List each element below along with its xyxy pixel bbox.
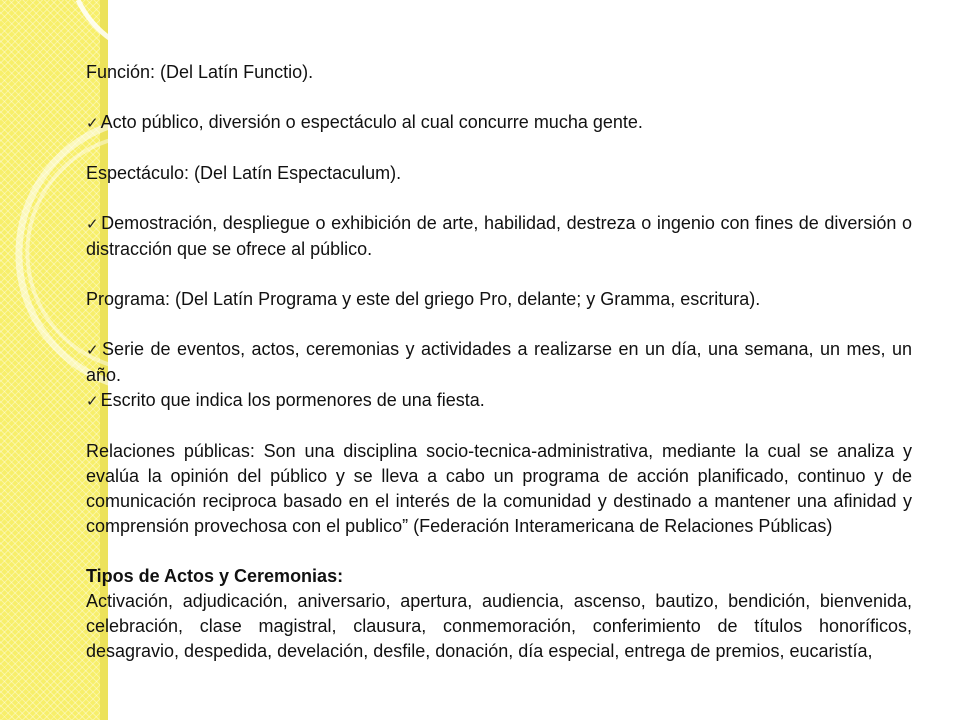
decorative-arc-large	[78, 0, 112, 40]
text-content	[86, 60, 912, 664]
bullet-item	[86, 388, 912, 414]
checkmark-icon: ✓	[86, 342, 101, 359]
paragraph-gap	[86, 539, 912, 564]
bullet-item	[86, 110, 912, 136]
bullet-text: Acto público, diversión o espectáculo al cual concurre mucha gente.	[100, 112, 643, 132]
paragraph: Programa: (Del Latín Programa y este del griego Pro, delante; y Gramma, escritura).	[86, 289, 761, 309]
bullet-text: Demostración, despliegue o exhibición de arte, habilidad, destreza o ingenio con fines de diversión o distracción que se ofrece al público.	[86, 213, 912, 259]
paragraph: Función: (Del Latín Functio).	[86, 62, 314, 82]
bullet-item	[86, 337, 912, 388]
paragraph: Espectáculo: (Del Latín Espectaculum).	[86, 163, 402, 183]
paragraph-gap	[86, 414, 912, 439]
paragraph: Activación, adjudicación, aniversario, apertura, audiencia, ascenso, bautizo, bendición, bienvenida, celebración, clase magistral, clausura, conmemoración, conferimiento de títulos honoríficos, desagravio, despedida, develación, desfile, donación, día especial, entrega de premios, eucaristía,	[86, 591, 912, 661]
bullet-text: Escrito que indica los pormenores de una fiesta.	[100, 390, 485, 410]
paragraph-gap	[86, 312, 912, 337]
checkmark-icon: ✓	[86, 115, 99, 132]
paragraph-gap	[86, 262, 912, 287]
paragraph-gap	[86, 136, 912, 161]
checkmark-icon: ✓	[86, 216, 100, 233]
paragraph-gap	[86, 85, 912, 110]
checkmark-icon: ✓	[86, 393, 99, 410]
bullet-text: Serie de eventos, actos, ceremonias y actividades a realizarse en un día, una semana, un mes, un año.	[86, 339, 912, 385]
section-heading: Tipos de Actos y Ceremonias:	[86, 566, 344, 586]
bullet-item	[86, 211, 912, 262]
paragraph: Relaciones públicas: Son una disciplina socio-tecnica-administrativa, mediante la cual se analiza y evalúa la opinión del público y se lleva a cabo un programa de acción planificado, continuo y de comunicación reciproca basado en el interés de la comunidad y destinado a mantener una afinidad y comprensión provechosa con el publico” (Federación Interamericana de Relaciones Públicas)	[86, 441, 912, 536]
paragraph-gap	[86, 186, 912, 211]
